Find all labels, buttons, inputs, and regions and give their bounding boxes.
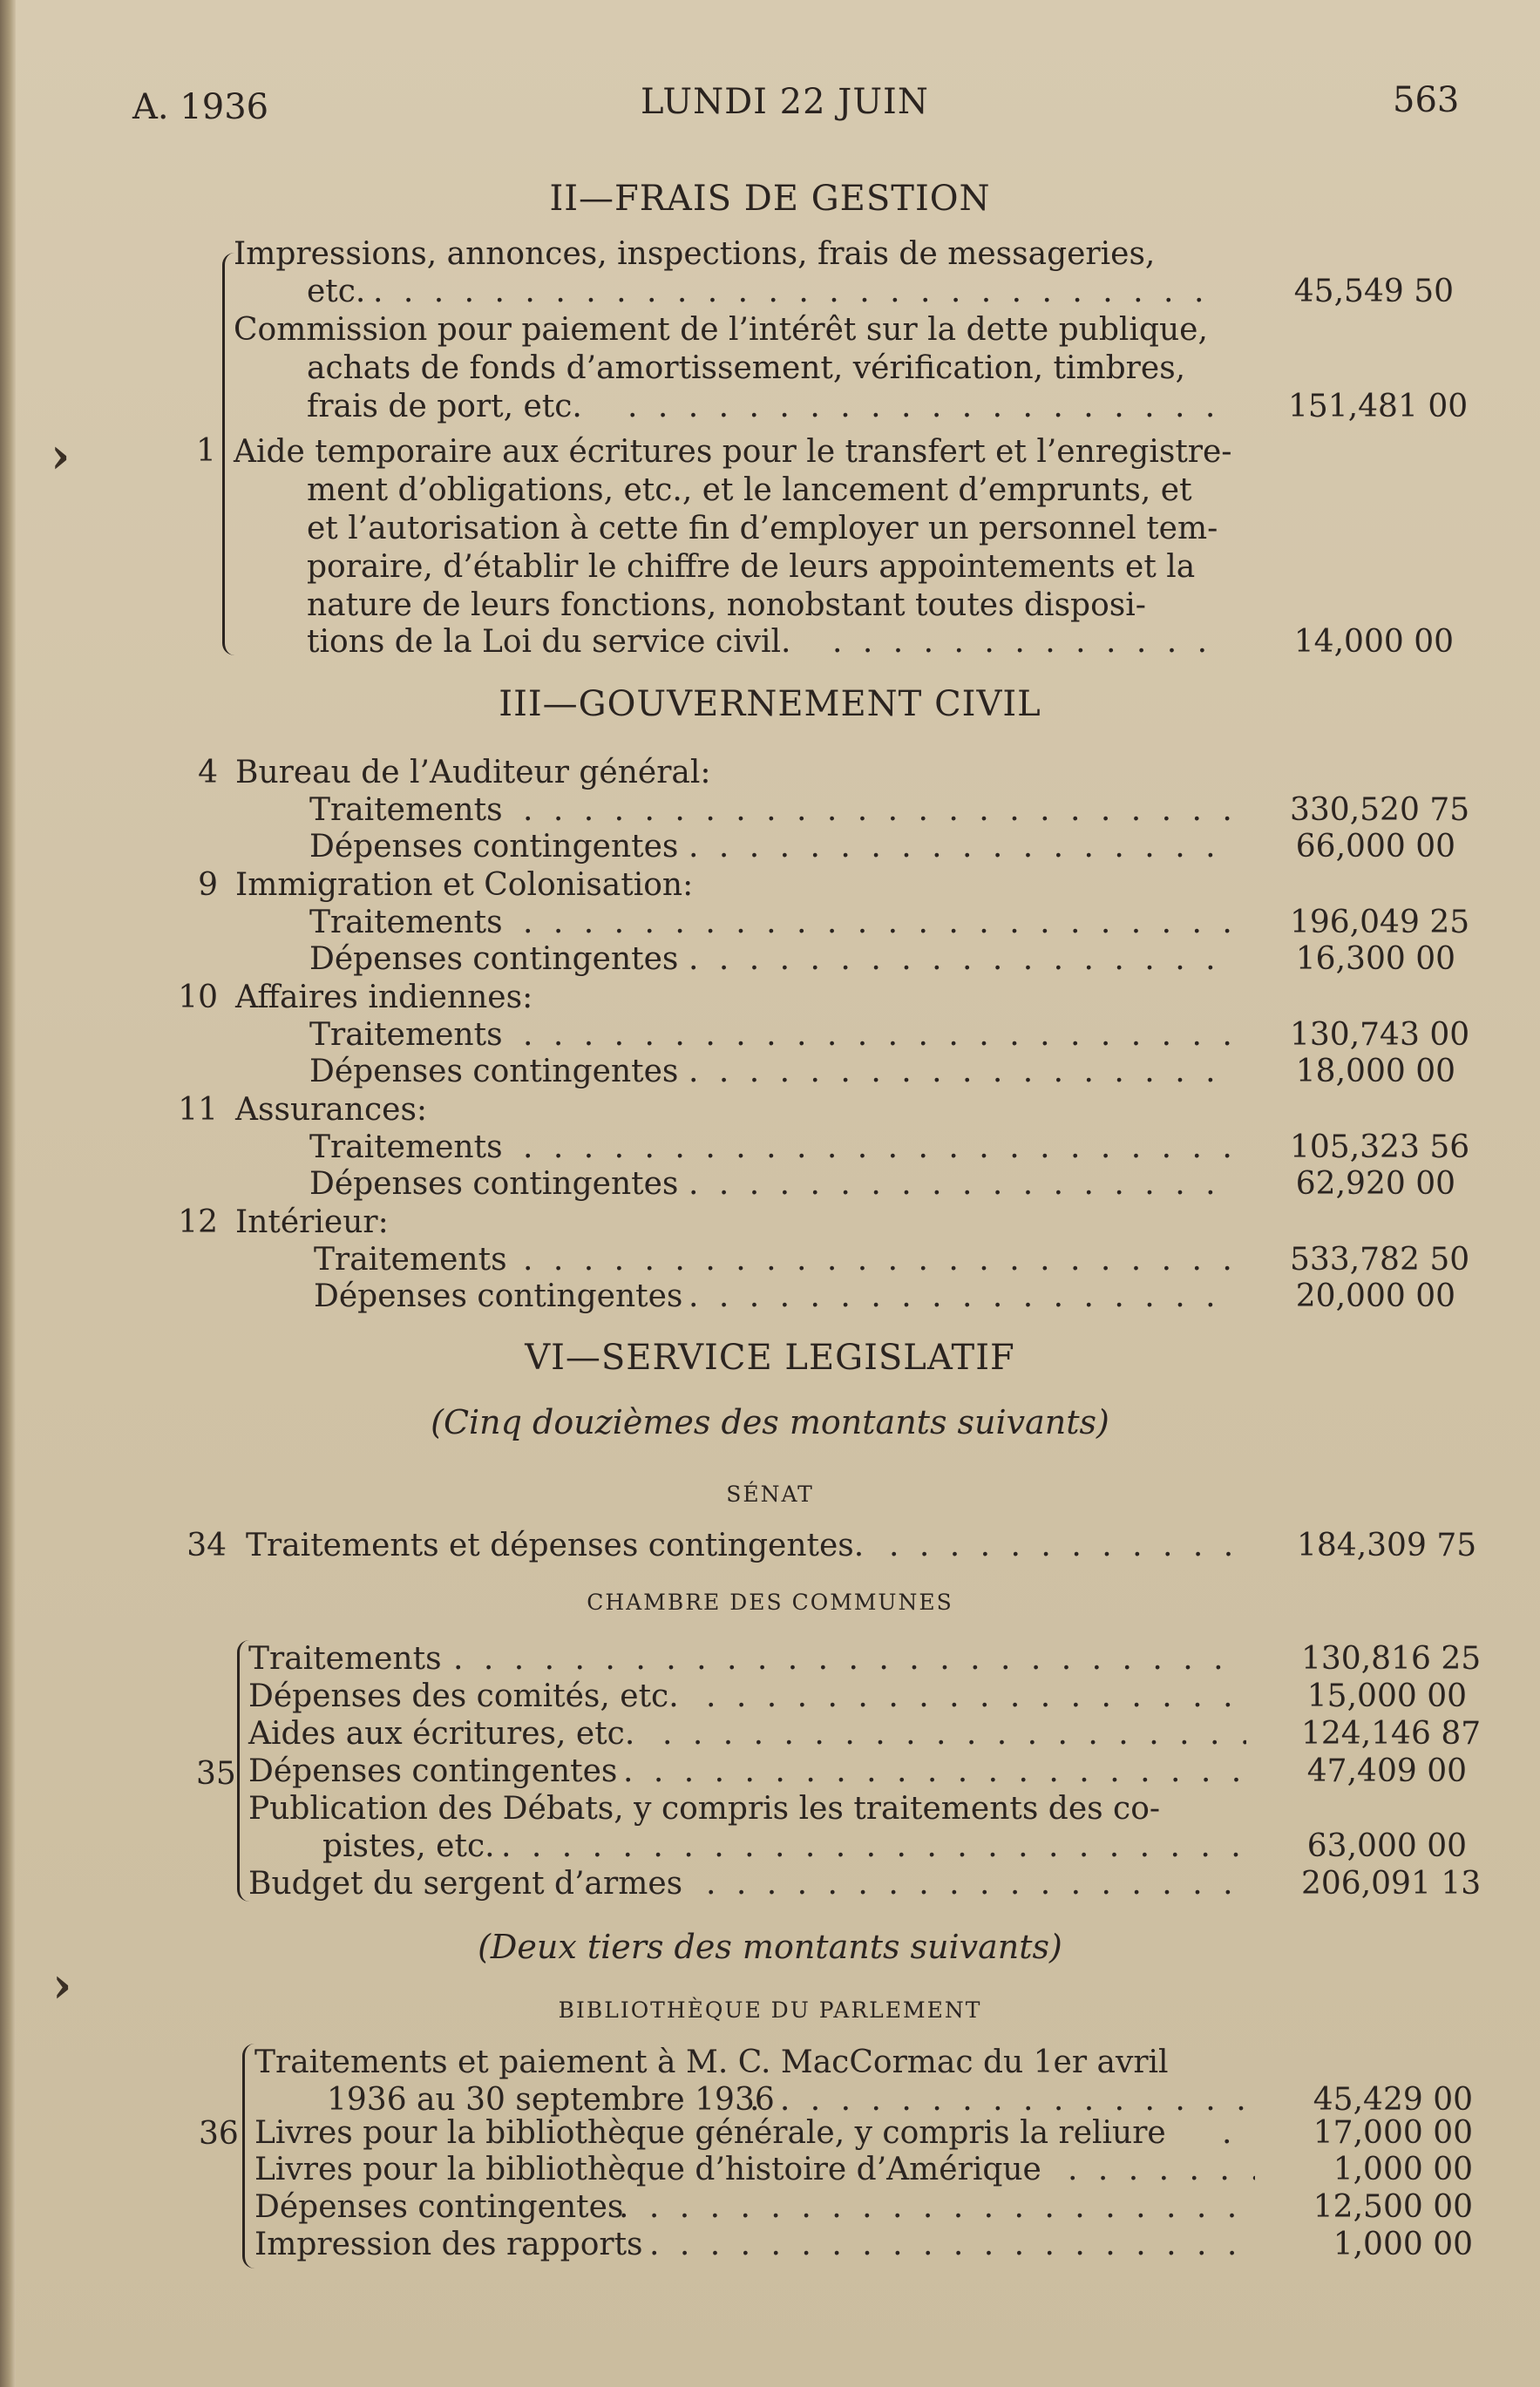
text-line: Impressions, annonces, inspections, frais de messageries,	[234, 236, 1156, 272]
entry-line: Dépenses contingentes . . . 12,500 00	[0, 2188, 1540, 2227]
text-line: Aide temporaire aux écritures pour le transfert et l’enregistre-	[234, 434, 1232, 470]
entry-line: Dépenses contingentes . . . 66,000 00	[0, 828, 1540, 866]
text-line: ment d’obligations, etc., et le lancement d’emprunts, et	[307, 472, 1192, 508]
amount: 20,000 00	[1295, 1278, 1455, 1314]
text-line: nature de leurs fonctions, nonobstant toutes disposi-	[307, 587, 1146, 623]
entry-line: tions de la Loi du service civil. . . . 14,000 00	[0, 623, 1540, 661]
text-line: achats de fonds d’amortissement, vérification, timbres,	[307, 350, 1186, 386]
amount: 1,000 00	[1333, 2227, 1473, 2262]
amount: 62,920 00	[1295, 1166, 1455, 1202]
heading-senat: SÉNAT	[726, 1482, 814, 1507]
section-title-frais-gestion: II—FRAIS DE GESTION	[549, 179, 991, 219]
entry-line: Traitements . . . 533,782 50	[0, 1241, 1540, 1279]
entry-line: Traitements . . . 130,816 25	[0, 1640, 1540, 1678]
amount: 12,500 00	[1313, 2189, 1473, 2225]
entry-line: Impression des rapports . . . 1,000 00	[0, 2226, 1540, 2264]
heading-bibliotheque: BIBLIOTHÈQUE DU PARLEMENT	[558, 1997, 982, 2023]
entry-line: Budget du sergent d’armes . . . 206,091 13	[0, 1865, 1540, 1903]
amount: 206,091 13	[1301, 1866, 1482, 1902]
entry-line: Traitements . . . 105,323 56	[0, 1129, 1540, 1167]
vote-heading: 10 Affaires indiennes:	[178, 980, 533, 1015]
page-number: 563	[1393, 80, 1460, 120]
amount: 63,000 00	[1306, 1828, 1467, 1864]
entry-line: Dépenses contingentes . . . 47,409 00	[0, 1753, 1540, 1791]
amount: 45,549 50	[1293, 274, 1454, 309]
amount: 47,409 00	[1306, 1753, 1467, 1789]
amount: 16,300 00	[1295, 941, 1455, 977]
amount: 196,049 25	[1290, 905, 1470, 940]
vote-number: 36	[199, 2116, 239, 2152]
entry-line: Dépenses contingentes . . . 16,300 00	[0, 940, 1540, 979]
text-line: Commission pour paiement de l’intérêt sur la dette publique,	[234, 312, 1208, 348]
amount: 151,481 00	[1288, 389, 1469, 424]
entry-line: Livres pour la bibliothèque générale, y compris la reliure . . . 17,000 00	[0, 2114, 1540, 2153]
amount: 66,000 00	[1295, 829, 1455, 865]
vote-number: 1	[196, 433, 216, 469]
vote-heading: 11 Assurances:	[178, 1092, 428, 1128]
vote-heading: 12 Intérieur:	[178, 1204, 389, 1240]
amount: 17,000 00	[1313, 2115, 1473, 2151]
amount: 14,000 00	[1293, 624, 1454, 660]
text-line: et l’autorisation à cette fin d’employer un personnel tem-	[307, 511, 1218, 546]
amount: 130,816 25	[1301, 1641, 1482, 1677]
margin-mark-icon: ›	[51, 427, 71, 485]
subtitle-cinq-douziemes: (Cinq douzièmes des montants suivants)	[431, 1403, 1109, 1441]
section-title-gouvernement-civil: III—GOUVERNEMENT CIVIL	[499, 684, 1041, 724]
vote-heading: 9 Immigration et Colonisation:	[198, 867, 694, 903]
amount: 533,782 50	[1290, 1242, 1470, 1278]
entry-line: frais de port, etc. . . . 151,481 00	[0, 388, 1540, 426]
text-line: Traitements et paiement à M. C. MacCormac du 1er avril	[254, 2045, 1169, 2080]
text-line: Publication des Débats, y compris les traitements des co-	[248, 1791, 1161, 1827]
amount: 45,429 00	[1313, 2082, 1473, 2118]
entry-line: pistes, etc. . . . 63,000 00	[0, 1828, 1540, 1866]
vote-number: 35	[196, 1756, 236, 1792]
margin-mark-icon: ›	[52, 1956, 72, 2014]
amount: 18,000 00	[1295, 1054, 1455, 1089]
entry-line: Livres pour la bibliothèque d’histoire d’Amérique . . . 1,000 00	[0, 2151, 1540, 2189]
entry-line: Dépenses contingentes . . . 62,920 00	[0, 1165, 1540, 1204]
entry-line: Traitements . . . 330,520 75	[0, 791, 1540, 830]
amount: 184,309 75	[1297, 1528, 1477, 1563]
vote-heading: 4 Bureau de l’Auditeur général:	[198, 755, 711, 790]
amount: 130,743 00	[1290, 1017, 1470, 1053]
entry-line: Traitements . . . 196,049 25	[0, 904, 1540, 942]
section-title-service-legislatif: VI—SERVICE LEGISLATIF	[525, 1338, 1015, 1378]
entry-line: 34 Traitements et dépenses contingentes. . . . 184,309 75	[0, 1527, 1540, 1565]
amount: 105,323 56	[1290, 1129, 1470, 1165]
entry-line: Dépenses contingentes . . . 20,000 00	[0, 1278, 1540, 1316]
header-year: A. 1936	[132, 87, 269, 127]
entry-line: Aides aux écritures, etc. . . . 124,146 87	[0, 1715, 1540, 1753]
subtitle-deux-tiers: (Deux tiers des montants suivants)	[478, 1928, 1062, 1966]
entry-line: Dépenses des comités, etc. . . . 15,000 00	[0, 1678, 1540, 1716]
amount: 124,146 87	[1301, 1716, 1482, 1752]
heading-chambre-communes: CHAMBRE DES COMMUNES	[587, 1590, 953, 1615]
amount: 15,000 00	[1306, 1678, 1467, 1714]
amount: 330,520 75	[1290, 792, 1470, 828]
entry-line: Traitements . . . 130,743 00	[0, 1016, 1540, 1054]
entry-line: Dépenses contingentes . . . 18,000 00	[0, 1053, 1540, 1091]
header-date: LUNDI 22 JUIN	[641, 82, 929, 122]
entry-line: 1936 au 30 septembre 1936 . . . 45,429 00	[0, 2081, 1540, 2119]
text-line: poraire, d’établir le chiffre de leurs appointements et la	[307, 549, 1196, 585]
entry-line: etc. . . . 45,549 50	[0, 273, 1540, 311]
page-header	[0, 80, 1540, 132]
amount: 1,000 00	[1333, 2152, 1473, 2187]
